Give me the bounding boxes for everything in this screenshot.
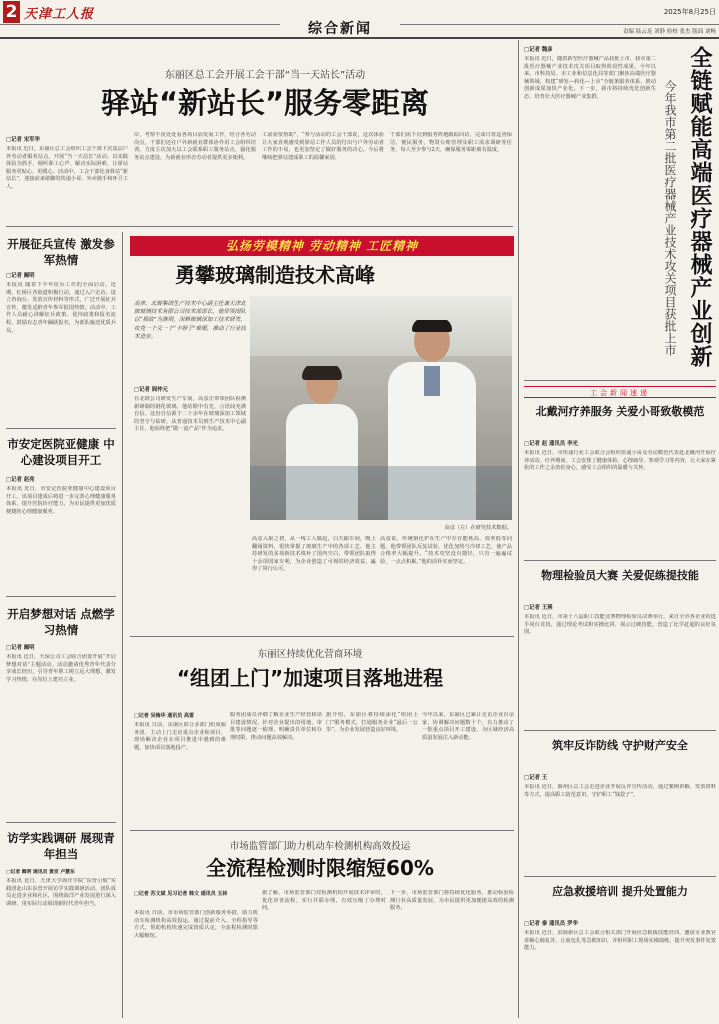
article-chain-subhead: 今年我市第二批医疗器械产业技术攻关项目获批上市 <box>663 80 677 356</box>
article-group-col-2: 服务团成员详细了解企业生产经营和项目建设情况，针对企业提出的用地、审批等问题逐一梳理，明确责任单位和办理时限，推动问题高效解决。 <box>230 712 322 741</box>
section-title: 综合新闻 <box>280 18 400 36</box>
newspaper-logo: 天津工人报 <box>24 7 95 21</box>
issue-date: 2025年8月25日 <box>663 8 716 16</box>
article-supervision-body: 本报讯 近日，市第十八届职工技能竞赛物理检验员决赛举行。来自全市各企业的选手同台竞技，通过理论考试和实操比拼，展示过硬技能，营造了比学赶超的良好氛围。 <box>524 614 716 636</box>
article-dream-headline: 开启梦想对话 点燃学习热情 <box>7 607 115 637</box>
article-supervision-headline: 物理检验员大赛 关爱促练提技能 <box>541 569 699 582</box>
article-lab-byline: □记者 苏文斌 见习记者 韩文 通讯员 玉林 <box>134 891 228 897</box>
article-legend-col-3: 高彦说，传统钢化炉在生产中存在能耗高、效率低等问题，他带领团队反复试验，优化加热与冷却工艺，使产品合格率大幅提升。“技术攻坚没有捷径，只有一遍遍试验，一点点积累。”他的话朴实而坚定。 <box>380 536 512 565</box>
article-group-byline: □记者 吴梅华 通讯员 高雷 <box>134 713 194 719</box>
article-fraud-body: 本报讯 近日，蓟州区总工会走进企业开展反诈宣传活动，通过案例讲解、发放资料等方式，提高职工防范意识，守护职工“钱袋子”。 <box>524 784 716 798</box>
article-hospital-headline: 市安定医院亚健康 中心建设项目开工 <box>7 437 115 467</box>
article-legend-col-2: 高彦入职之初，从一线工人做起，白天跟车间，晚上翻阅资料，很快掌握了玻璃生产中的各项工艺。他主持研发的多项新技术填补了国内空白，带领团队取得十余项国家专利，为企业创造了可观的经济效益，赢得了同行认可。 <box>252 536 376 573</box>
article-supervision-byline: □记者 王瑛 <box>524 605 553 611</box>
article-station-col-3: 工前需要帮助”，“参与活动的工会干部说，这次体验让大家直观感受到驿站工作人员的付出与户外劳动者工作的不易，也更加坚定了做好服务的决心。今后将继续把驿站建成职工的温馨家园。 <box>262 132 384 161</box>
article-chain-body: 本报讯 近日，随着新型医疗器械产品获批上市，我市第二批医疗器械产业技术攻关项目取得阶段性成果。今年以来，市科技局、市工业和信息化局等部门聚焦高端医疗器械领域，构建“研发—转化—上市”全链条服务体系，推动创新成果加快产业化。下一步，我市将持续优化创新生态，培育壮大医疗器械产业集群。 <box>524 56 656 100</box>
article-emergency-headline: 应急救援培训 提升处置能力 <box>552 885 688 898</box>
banner-spirit <box>130 236 514 256</box>
article-station-kicker: 东丽区总工会开展工会干部“当一天站长”活动 <box>164 70 366 80</box>
article-recruit-byline: □记者 阚明 <box>6 273 35 279</box>
article-group-headline: “组团上门”加速项目落地进程 <box>176 666 444 690</box>
article-station-col-4: 干部们需下沉到服务阵地跟踪回访，完成日常巡查保洁、便民服务，物资台账管理及职工需求调研等任务，每人至少参与2天，确保服务零距离有温度。 <box>390 132 512 154</box>
editor-credits: 责编 陆云龙 刘静 检校 张杰 版面 刘畅 <box>623 29 716 35</box>
article-worker-headline: 北戴河疗养服务 关爱小哥致敬模范 <box>535 405 705 418</box>
article-study-body: 本报讯 近日，天津大学海洋学院“东营引航”实践团赴山东东营开展访学实践调研活动。团队成员走进企业和社区，围绕海洋产业发展进行深入调研，用实际行动展现新时代青年担当。 <box>6 878 116 907</box>
section-label: 工会新闻速递 <box>590 389 650 397</box>
article-study-headline: 访学实践调研 展现青年担当 <box>7 831 115 861</box>
article-station-col-1: 本报讯 近日，东丽区总工会组织工会干部下沉基层户外劳动者服务站点，开展“当一天站长”活动。以实践体验为抓手，倾听职工心声、解决实际困难，让驿站服务更贴心、更暖心。活动中，工会干部化身驿站“新站长”，迎接前来歇脚的快递小哥、外卖骑手和环卫工人。 <box>6 146 128 190</box>
article-group-kicker: 东丽区持续优化营商环境 <box>257 649 363 659</box>
section-label-box <box>524 386 716 398</box>
article-recruit-headline: 开展征兵宣传 激发参军热情 <box>7 237 115 267</box>
article-group-col-3: 据介绍，东丽区将持续深化“组团上门”服务模式，打通服务企业“最后一公里”，为企业发展营造良好环境。 <box>326 712 418 734</box>
article-station-byline: □记者 宋军华 <box>6 137 40 143</box>
article-lab-kicker: 市场监管部门助力机动车检测机构高效投运 <box>229 841 411 851</box>
article-study-byline: □记者 阚明 通讯员 黄京 卢慧东 <box>6 869 75 875</box>
article-legend-intro: 高彦，北玻集团生产技术中心副主任兼天津北玻玻璃技术有限公司技术部部长，他带领团队以“极致”为准则，深耕玻璃深加工技术研发，攻克一个又一个“卡脖子”难题，推动了行业技术进步。 <box>134 301 246 340</box>
article-legend-byline: □记者 阎仲元 <box>134 387 168 393</box>
article-legend-col-1: 在北玻公司研发生产车间，高彦正带领团队检测新研制的钢化玻璃，他的眼中有光，言语间充满自信。这份自信源于二十余年在玻璃深加工领域的坚守与钻研。从普通技术员到生产技术中心副主任，他始终把“做一流产品”作为追求。 <box>134 396 246 433</box>
page-number: 2 <box>3 1 20 23</box>
banner-spirit-text: 弘扬劳模精神 劳动精神 工匠精神 <box>225 239 419 253</box>
article-chain-byline: □记者 魏彦 <box>524 47 553 53</box>
masthead <box>0 0 719 36</box>
legend-photo <box>250 296 512 520</box>
article-dream-body: 本报讯 近日，天保公司工会联合团委开展“开启梦想对话”主题活动。活动邀请优秀青年代表分享成长经历，引导青年职工树立远大理想，激发学习热情，在岗位上建功立业。 <box>6 654 116 683</box>
article-legend-headline: 勇攀玻璃制造技术高峰 <box>175 263 375 287</box>
article-chain-headline: 全链赋能高端医疗器械产业创新 <box>687 46 712 368</box>
article-hospital-body: 本报讯 近日，市安定医院亚健康中心建设项目开工。该项目建成后将进一步完善心理健康服务体系，提升医院诊疗能力，为市民提供更加优质便捷的心理健康服务。 <box>6 486 116 515</box>
article-lab-col-1: 本报讯 日前，市市场监管部门创新服务举措，助力机动车检测机构高效投运。通过提前介入、全程指导等方式，帮助机构快速完成资质认定，全流程检测时限大幅缩短。 <box>134 910 258 939</box>
article-fraud-byline: □记者 王 <box>524 775 548 781</box>
article-recruit-body: 本报讯 随着下半年征兵工作的全面启动，近期，红桥区各街道积极行动，通过入户走访、设立咨询台、发放宣传材料等形式，广泛开展征兵宣传，激发适龄青年参军报国热情。活动中，工作人员耐心讲解征兵政策、优待政策和报名流程，鼓励有志青年踊跃报名，为部队输送优质兵员。 <box>6 282 116 334</box>
article-lab-col-3: 下一步，市场监管部门将持续优化服务，推动检验检测行业高质量发展，为市民提供更加便捷高效的检测服务。 <box>390 890 514 912</box>
article-lab-headline: 全流程检测时限缩短60% <box>206 856 434 880</box>
article-dream-byline: □记者 阚明 <box>6 645 35 651</box>
article-worker-byline: □记者 赵 通讯员 李光 <box>524 441 578 447</box>
article-group-col-1: 本报讯 日前，东丽区联合多部门组成服务团，主动上门走访重点企业和项目，现场解决企业在项目推进中遇到的难题，加快项目落地投产。 <box>134 722 226 751</box>
legend-photo-caption: 高彦（左）在研究技术数据。 <box>444 525 512 531</box>
article-fraud-headline: 筑牢反诈防线 守护财产安全 <box>552 739 688 752</box>
article-station-col-2: 岸，考察不夜处处看各项目前发展工作，结合各劳动岗点，干部们还在户外新就业群体协作用工会组织培训，力度主次加大以工会联系职工服务站点，强化服务站点建设，为新就业形态劳动者提供更多便利。 <box>134 132 256 161</box>
article-station-headline: 驿站“新站长”服务零距离 <box>100 86 430 120</box>
article-emergency-byline: □记者 秦 通讯员 罗华 <box>524 921 578 927</box>
photo-glass-panel <box>250 466 512 520</box>
article-hospital-byline: □记者 赵亮 <box>6 477 35 483</box>
article-lab-col-2: 据了解，市场监管部门对检测机构开展技术评审时，优化审查流程，实行并联办理，有效压缩了办理时间。 <box>262 890 386 912</box>
article-group-col-4: 今年以来，东丽区已累计走访企业百余家，协调解决问题数十个，有力推动了一批重点项目开工建设，为区域经济高质量发展注入新动能。 <box>422 712 514 741</box>
article-emergency-body: 本报讯 近日，滨海新区总工会联合相关部门开展应急救援技能培训，邀请专业教官讲解心肺复苏、止血包扎等急救知识，并组织职工现场实操演练，提升突发事件处置能力。 <box>524 930 716 952</box>
article-worker-body: 本报讯 近日，市快递行业工会联合会组织快递小哥及劳动模范代表赴北戴河开展疗养活动。疗养期间，工会安排了健康体检、心理疏导、参观学习等内容，让大家在紧张的工作之余放松身心，感受工会组织的温暖与关怀。 <box>524 450 716 472</box>
